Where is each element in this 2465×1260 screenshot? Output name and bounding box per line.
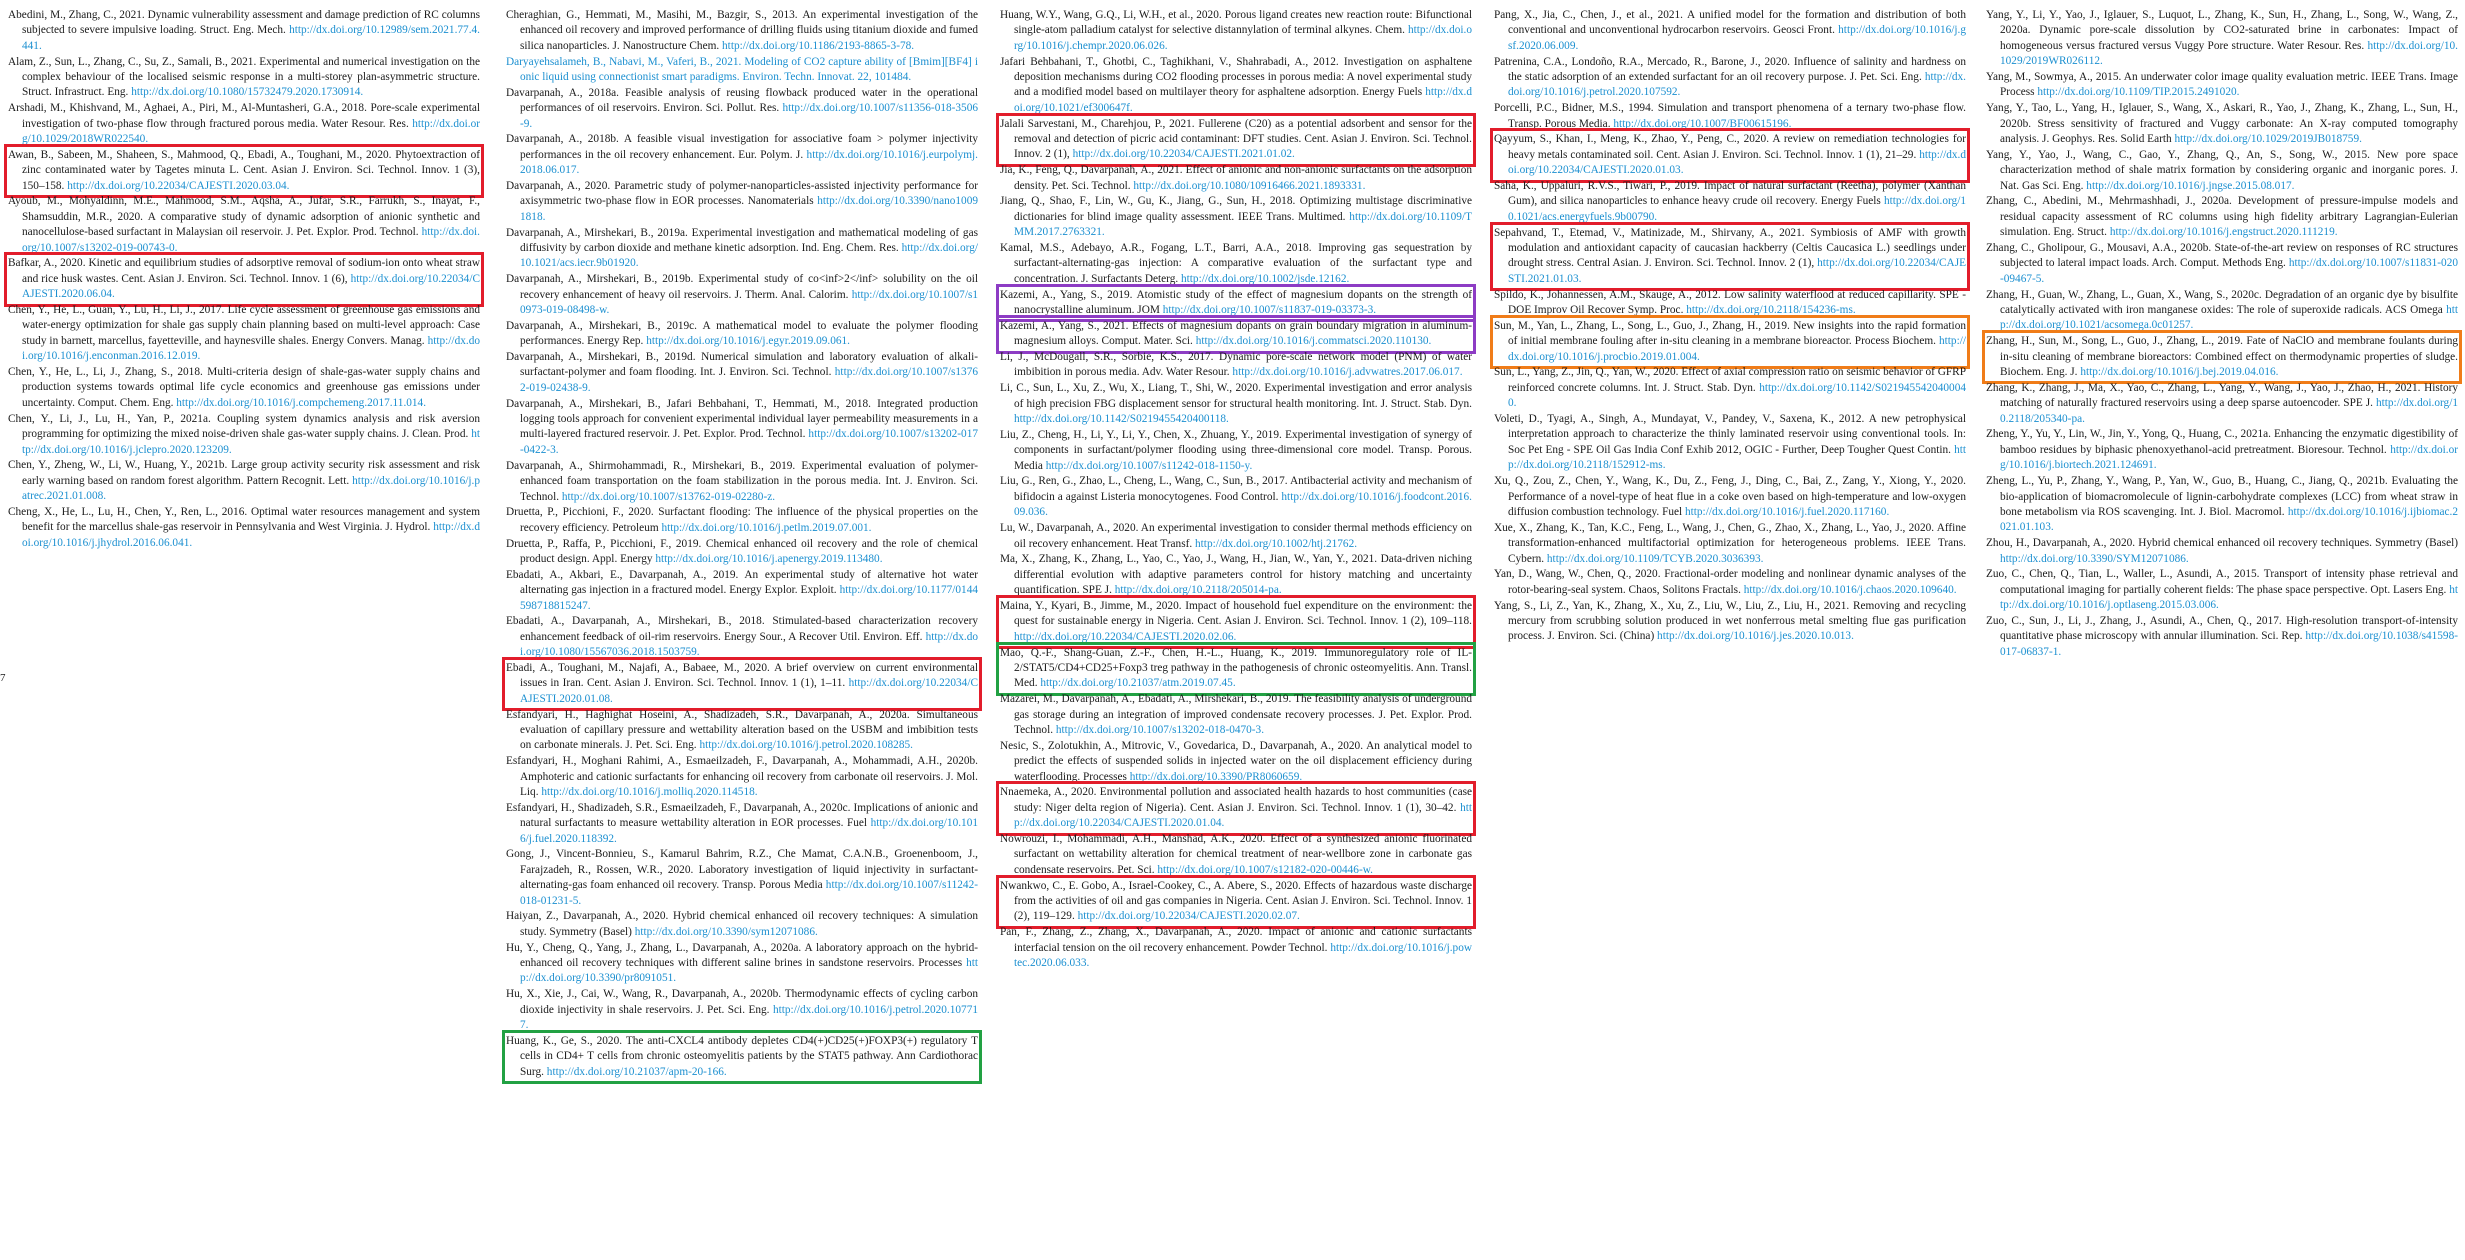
reference-entry [1000, 163, 1472, 194]
reference-text: Zhang, K., Zhang, J., Ma, X., Yao, C., Zhang, L., Yang, Y., Wang, J., Yao, J., Zhao, H., 2021. History matching of naturally fractured reservoirs using a deep sparse autoencoder. SPE J. [1986, 381, 2458, 410]
reference-text: Jiang, Q., Shao, F., Lin, W., Gu, K., Jiang, G., Sun, H., 2018. Optimizing multistage discriminative dictionaries for blind image quality assessment. IEEE Trans. Multimed. [1000, 195, 1472, 223]
reference-entry [1000, 552, 1472, 598]
doi-link[interactable]: http://dx.doi.org/10.1016/j.foodcont.2016.09.036. [1014, 490, 1472, 519]
reference-entry [506, 8, 978, 54]
highlighted-reference-entry [1000, 785, 1472, 831]
reference-text: Maina, Y., Kyari, B., Jimme, M., 2020. Impact of household fuel expenditure on the environment: the quest for sustainable energy in Nigeria. Cent. Asian J. Environ. Sci. Technol. Innov. 1 (2), 109–118. [1000, 599, 1472, 628]
doi-link[interactable]: http://dx.doi.org/10.1142/S0219455420400118. [1014, 413, 1229, 426]
doi-link[interactable]: http://dx.doi.org/10.1007/s13762-019-02280-z. [561, 490, 776, 503]
reference-text: Davarpanah, A., Mirshekari, B., 2019a. Experimental investigation and mathematical modeling of gas diffusivity by carbon dioxide and methane kinetic adsorption. Ind. Eng. Chem. Res. [506, 226, 978, 255]
reference-text: Esfandyari, H., Shadizadeh, S.R., Esmaeilzadeh, F., Davarpanah, A., 2020c. Implications of anionic and natural surfactants to measure wettability alteration in EOR processes. Fuel [506, 801, 978, 830]
reference-text: Xu, Q., Zou, Z., Chen, Y., Wang, K., Du, Z., Feng, J., Ding, C., Bai, Z., Zang, Y., Xiong, Y., 2020. Performance of a novel-type of heat flue in a coke oven based on high-temperature and low-oxygen diffusion combustion technology. Fuel [1494, 475, 1966, 518]
doi-link[interactable]: http://dx.doi.org/10.22034/CAJESTI.2020.03.04. [67, 179, 290, 192]
reference-entry [506, 319, 978, 350]
reference-entry [506, 847, 978, 909]
reference-entry [8, 412, 480, 458]
reference-entry [506, 226, 978, 272]
reference-entry [1986, 70, 2458, 101]
doi-link[interactable]: http://dx.doi.org/10.1016/j.petlm.2019.07.001. [661, 521, 872, 534]
highlighted-reference-entry [506, 1034, 978, 1080]
doi-link[interactable]: http://dx.doi.org/10.22034/CAJESTI.2020.01.08. [520, 677, 978, 705]
doi-link[interactable]: http://dx.doi.org/10.1016/j.powtec.2020.06.033. [1014, 941, 1472, 969]
highlighted-reference-entry [1000, 288, 1472, 319]
doi-link[interactable]: http://dx.doi.org/10.1016/j.fuel.2020.118392. [520, 817, 978, 845]
doi-link[interactable]: Daryayehsalameh, B., Nabavi, M., Vaferi, B., 2021. Modeling of CO2 capture ability of [Bmim][BF4] ionic liquid using connectionist smart paradigms. Environ. Techn. Innovat. 22, 101484. [506, 55, 978, 84]
reference-entry [1986, 474, 2458, 536]
reference-entry [1000, 832, 1472, 878]
doi-link[interactable]: http://dx.doi.org/10.1007/s11242-018-1150-y. [1045, 459, 1253, 472]
doi-link[interactable]: http://dx.doi.org/10.22034/CAJESTI.2020.02.06. [1014, 630, 1237, 643]
doi-link[interactable]: http://dx.doi.org/10.1038/s41598-017-06837-1. [2000, 630, 2458, 658]
reference-text: Li, C., Sun, L., Xu, Z., Wu, X., Liang, T., Shi, W., 2020. Experimental investigation and error analysis of high precision FBG displacement sensor for structural health monitoring. Int. J. Struct. Stab. Dyn. [1000, 382, 1472, 410]
doi-link[interactable]: http://dx.doi.org/10.1016/j.eurpolymj.2018.06.017. [520, 148, 978, 177]
doi-link[interactable]: http://dx.doi.org/10.3390/PR8060659. [1129, 770, 1303, 783]
reference-text: Zhang, C., Abedini, M., Mehrmashhadi, J., 2020a. Development of pressure-impulse models and residual capacity assessment of RC columns using high fidelity arbitrary Lagrangian-Eulerian simulation. Eng. Struct. [1986, 195, 2458, 239]
reference-text: Porcelli, P.C., Bidner, M.S., 1994. Simulation and transport phenomena of a ternary two-phase flow. Transp. Porous Media. [1494, 102, 1966, 130]
reference-text: Sun, M., Yan, L., Zhang, L., Song, L., Guo, J., Zhang, H., 2019. New insights into the rapid formation of initial membrane fouling after in-situ cleaning in a membrane bioreactor. Process Biochem. [1494, 319, 1966, 348]
reference-entry [1000, 194, 1472, 240]
reference-text: Nowrouzi, I., Mohammadi, A.H., Manshad, A.K., 2020. Effect of a synthesized anionic fluorinated surfactant on wettability alteration for chemical treatment of near-wellbore zone in carbonate gas condensate reservoirs. Pet. Sci. [1000, 832, 1472, 876]
doi-link[interactable]: http://dx.doi.org/10.1021/acs.energyfuels.9b00790. [1508, 195, 1966, 223]
reference-text: Jia, K., Feng, Q., Davarpanah, A., 2021. Effect of anionic and non-anionic surfactants on the adsorption density. Pet. Sci. Technol. [1000, 164, 1472, 192]
doi-link[interactable]: http://dx.doi.org/10.1109/TMM.2017.2763321. [1014, 210, 1472, 239]
reference-text: Awan, B., Sabeen, M., Shaheen, S., Mahmood, Q., Ebadi, A., Toughani, M., 2020. Phytoextraction of zinc contaminated water by Tagetes minuta L. Cent. Asian J. Environ. Sci. Technol. Innov. 1 (3), 150–158. [8, 148, 480, 192]
reference-text: Liu, Z., Cheng, H., Li, Y., Li, Y., Chen, X., Zhuang, Y., 2019. Experimental investigation of synergy of components in surfactant/polymer flooding using three-dimensional core model. Transp. Porous. Media [1000, 428, 1472, 472]
doi-link[interactable]: http://dx.doi.org/10.1016/j.biortech.2021.124691. [2000, 443, 2458, 472]
reference-text: Mazarei, M., Davarpanah, A., Ebadati, A., Mirshekari, B., 2019. The feasibility analysis of underground gas storage during an integration of improved condensate recovery processes. J. Pet. Explor. Prod. Technol. [1000, 693, 1472, 736]
reference-text: Alam, Z., Sun, L., Zhang, C., Su, Z., Samali, B., 2021. Experimental and numerical investigation on the complex behaviour of the localised seismic response in a multi-storey plan-asymmetric structure. Struct. Infrastruct. Eng. [8, 55, 480, 99]
reference-entry [1494, 365, 1966, 411]
reference-entry [1000, 739, 1472, 785]
reference-text: Saha, K., Uppaluri, R.V.S., Tiwari, P., 2019. Impact of natural surfactant (Reetha), polymer (Xanthan Gum), and silica nanoparticles to enhance heavy crude oil recovery. Energy Fuels [1494, 180, 1966, 208]
reference-text: Xue, X., Zhang, K., Tan, K.C., Feng, L., Wang, J., Chen, G., Zhao, X., Zhang, L., Yao, J., 2020. Affine transformation-enhanced multifactorial optimization for heterogeneous problems. IEEE Trans. Cybern. [1494, 521, 1966, 565]
reference-text: Yang, M., Sowmya, A., 2015. An underwater color image quality evaluation metric. IEEE Trans. Image Process [1986, 71, 2458, 99]
reference-text: Davarpanah, A., Mirshekari, B., 2019b. Experimental study of co<inf>2</inf> solubility on the oil recovery enhancement of heavy oil reservoirs. J. Therm. Anal. Calorim. [506, 273, 978, 301]
reference-text: Hu, X., Xie, J., Cai, W., Wang, R., Davarpanah, A., 2020b. Thermodynamic effects of cycling carbon dioxide injectivity in shale reservoirs. J. Pet. Sci. Eng. [506, 988, 978, 1016]
doi-link[interactable]: http://dx.doi.org/10.1016/j.patrec.2021.01.008. [22, 474, 480, 503]
reference-column-1 [8, 8, 480, 552]
highlighted-reference-entry [1494, 319, 1966, 365]
doi-link[interactable]: http://dx.doi.org/10.1007/BF00615196. [1613, 117, 1792, 130]
reference-text: Yang, Y., Yao, J., Wang, C., Gao, Y., Zhang, Q., An, S., Song, W., 2015. New pore space characterization method of shale matrix formation by considering organic and inorganic pores. J. Nat. Gas Sci. Eng. [1986, 148, 2458, 192]
reference-entry [1494, 567, 1966, 598]
reference-entry [8, 505, 480, 551]
reference-entry [506, 614, 978, 660]
reference-entry [8, 365, 480, 411]
doi-link[interactable]: http://dx.doi.org/10.1016/j.bej.2019.04.016. [2080, 366, 2279, 379]
reference-entry [1986, 241, 2458, 287]
reference-text: Davarpanah, A., Mirshekari, B., 2019c. A mathematical model to evaluate the polymer flooding performances. Energy Rep. [506, 319, 978, 348]
reference-entry [1494, 8, 1966, 54]
reference-entry [506, 350, 978, 396]
reference-text: Jafari Behbahani, T., Ghotbi, C., Taghikhani, V., Shahrabadi, A., 2012. Investigation on asphaltene deposition mechanisms during CO2 flooding processes in porous media: A novel experimental study and a modified model based on multilayer theory for asphaltene adsorption. Energy Fuels [1000, 55, 1472, 99]
reference-entry [1986, 567, 2458, 613]
reference-entry [1986, 536, 2458, 567]
highlighted-reference-entry [1000, 879, 1472, 925]
reference-text: Qayyum, S., Khan, I., Meng, K., Zhao, Y., Peng, C., 2020. A review on remediation technologies for heavy metals contaminated soil. Cent. Asian J. Environ. Sci. Technol. Innov. 1 (1), 21–29. [1494, 133, 1966, 161]
reference-text: Gong, J., Vincent-Bonnieu, S., Kamarul Bahrim, R.Z., Che Mamat, C.A.N.B., Groenenboom, J., Farajzadeh, R., Rossen, W.R., 2020. Laboratory investigation of liquid injectivity in surfactant-alternating-gas foam enhanced oil recovery. Transp. Porous Media [506, 848, 978, 892]
reference-text: Davarpanah, A., 2018b. A feasible visual investigation for associative foam > polymer injectivity performances in the oil recovery enhancement. Eur. Polym. J. [506, 133, 978, 161]
reference-entry [1000, 350, 1472, 381]
reference-text: Zheng, Y., Yu, Y., Lin, W., Jin, Y., Yong, Q., Huang, C., 2021a. Enhancing the enzymatic digestibility of bamboo residues by biphasic phenoxyethanol-acid pretreatment. Bioresour. Technol. [1986, 428, 2458, 456]
reference-entry [1494, 101, 1966, 132]
doi-link[interactable]: http://dx.doi.org/10.1007/s12182-020-00446-w. [1157, 863, 1373, 876]
doi-link[interactable]: http://dx.doi.org/10.21037/apm-20-166. [546, 1065, 727, 1078]
reference-entry [8, 458, 480, 504]
reference-text: Voleti, D., Tyagi, A., Singh, A., Mundayat, V., Pandey, V., Saxena, K., 2012. A new petrophysical interpretation approach to characterize the thinly laminated reservoir using conventional tools. In: Soc Pet Eng - SPE Oil Gas India Conf Exhib 2012, OGIC - Further, Deep Tougher Quest Contin. [1494, 413, 1966, 456]
reference-text: Jalali Sarvestani, M., Charehjou, P., 2021. Fullerene (C20) as a potential adsorbent and sensor for the removal and detection of picric acid contaminant: DFT studies. Cent. Asian J. Environ. Sci. Technol. Innov. 2 (1), [1000, 117, 1472, 161]
reference-entry [506, 754, 978, 800]
doi-link[interactable]: http://dx.doi.org/10.1016/j.enconman.2016.12.019. [22, 334, 480, 363]
reference-text: Zuo, C., Chen, Q., Tian, L., Waller, L., Asundi, A., 2015. Transport of intensity phase retrieval and computational imaging for partially coherent fields: The phase space perspective. Opt. Lasers Eng. [1986, 568, 2458, 596]
doi-link[interactable]: http://dx.doi.org/10.12989/sem.2021.77.4.441. [22, 24, 480, 52]
doi-link[interactable]: http://dx.doi.org/10.1007/s11242-018-01231-5. [520, 879, 978, 907]
reference-column-2 [506, 8, 978, 1080]
reference-text: Yang, Y., Tao, L., Yang, H., Iglauer, S., Wang, X., Askari, R., Yao, J., Zhang, K., Zhang, L., Sun, H., 2020b. Stress sensitivity of fractured and Vuggy carbonate: An X-ray computed tomography analysis. J. Geophys. Res. Solid Earth [1986, 102, 2458, 146]
highlighted-reference-entry [1000, 117, 1472, 163]
doi-link[interactable]: http://dx.doi.org/10.1021/ef300647f. [1014, 86, 1472, 114]
reference-text: Lu, W., Davarpanah, A., 2020. An experimental investigation to consider thermal methods efficiency on oil recovery enhancement. Heat Transf. [1000, 522, 1472, 550]
reference-text: Cheraghian, G., Hemmati, M., Masihi, M., Bazgir, S., 2013. An experimental investigation of the enhanced oil recovery and improved performance of drilling fluids using titanium dioxide and fumed silica nanoparticles. J. Nanostructure Chem. [506, 9, 978, 52]
doi-link[interactable]: http://dx.doi.org/10.1109/TIP.2015.2491020. [2037, 86, 2240, 99]
reference-text: Davarpanah, A., Mirshekari, B., 2019d. Numerical simulation and laboratory evaluation of alkali-surfactant-polymer and foam flooding. Int. J. Environ. Sci. Technol. [506, 351, 978, 379]
reference-text: Zhang, H., Sun, M., Song, L., Guo, J., Zhang, L., 2019. Fate of NaClO and membrane foulants during in-situ cleaning of membrane bioreactors: Combined effect on thermodynamic properties of sludge. Biochem. Eng. J. [1986, 335, 2458, 379]
doi-link[interactable]: http://dx.doi.org/10.1016/j.jclepro.2020.123209. [22, 428, 480, 456]
reference-entry [1986, 381, 2458, 427]
reference-text: Bafkar, A., 2020. Kinetic and equilibrium studies of adsorptive removal of sodium-ion onto wheat straw and rice husk wastes. Cent. Asian J. Environ. Sci. Technol. Innov. 1 (6), [8, 257, 480, 285]
reference-entry [1494, 412, 1966, 474]
reference-text: Druetta, P., Picchioni, F., 2020. Surfactant flooding: The influence of the physical properties on the recovery efficiency. Petroleum [506, 506, 978, 534]
doi-link[interactable]: http://dx.doi.org/10.1002/jsde.12162. [1181, 272, 1350, 285]
reference-text: Pan, F., Zhang, Z., Zhang, X., Davarpanah, A., 2020. Impact of anionic and cationic surfactants interfacial tension on the oil recovery enhancement. Powder Technol. [1000, 926, 1472, 954]
doi-link[interactable]: http://dx.doi.org/10.1016/j.petrol.2020.107717. [520, 1003, 978, 1031]
highlighted-reference-entry [1000, 599, 1472, 645]
reference-entry [1986, 101, 2458, 147]
reference-entry [8, 55, 480, 101]
doi-link[interactable]: http://dx.doi.org/10.1029/2019JB018759. [2174, 133, 2362, 146]
doi-link[interactable]: http://dx.doi.org/10.1080/15567036.2018.1503759. [520, 630, 978, 659]
doi-link[interactable]: http://dx.doi.org/10.1007/s13762-019-02438-9. [520, 366, 978, 394]
reference-text: Ayoub, M., Mohyaldinn, M.E., Mahmood, S.M., Aqsha, A., Jufar, S.R., Farrukh, S., Inayat, F., Shamsuddin, M.R., 2020. A comparative study of dynamic adsorption of anionic synthetic and nanocellulose-based surfactant in Malaysian oil reservoir. J. Pet. Explor. Prod. Technol. [8, 195, 480, 239]
doi-link[interactable]: http://dx.doi.org/10.2118/205014-pa. [1114, 584, 1282, 597]
reference-text: Yan, D., Wang, W., Chen, Q., 2020. Fractional-order modeling and nonlinear dynamic analyses of the rotor-bearing-seal system. Chaos, Solitons Fractals. [1494, 568, 1966, 596]
doi-link[interactable]: http://dx.doi.org/10.1007/s11837-019-03373-3. [1162, 304, 1377, 317]
reference-entry [1494, 179, 1966, 225]
reference-entry [1494, 55, 1966, 101]
doi-link[interactable]: http://dx.doi.org/10.1007/s13202-017-0422-3. [520, 428, 978, 456]
doi-link[interactable]: http://dx.doi.org/10.1007/s13202-018-0470-3. [1055, 723, 1265, 736]
reference-text: Hu, Y., Cheng, Q., Yang, J., Zhang, L., Davarpanah, A., 2020a. A laboratory approach on the hybrid-enhanced oil recovery techniques with different saline brines in sandstone reservoirs. Processes [506, 941, 978, 969]
reference-entry [1000, 521, 1472, 552]
highlighted-reference-entry [8, 148, 480, 194]
reference-text: Davarpanah, A., 2020. Parametric study of polymer-nanoparticles-assisted injectivity performance for axisymmetric two-phase flow in EOR processes. Nanomaterials [506, 180, 978, 208]
reference-text: Sepahvand, T., Etemad, V., Matinizade, M., Shirvany, A., 2021. Symbiosis of AMF with growth modulation and antioxidant capacity of caucasian hackberry (Celtis Caucasica L.) seedlings under drought stress. Central Asian. J. Environ. Sci. Technol. Innov. 2 (1), [1494, 226, 1966, 270]
reference-entry [1986, 148, 2458, 194]
reference-text: Davarpanah, A., Mirshekari, B., Jafari Behbahani, T., Hemmati, M., 2018. Integrated production logging tools approach for convenient experimental individual layer permeability measurements in a multi-layered fractured reservoir. J. Pet. Explor. Prod. Technol. [506, 397, 978, 441]
reference-text: Chen, Y., He, L., Li, J., Zhang, S., 2018. Multi-criteria design of shale-gas-water supply chains and production systems towards optimal life cycle economics and greenhouse gas emissions under uncertainty. Comput. Chem. Eng. [8, 366, 480, 409]
highlighted-reference-entry [1494, 226, 1966, 288]
doi-link[interactable]: http://dx.doi.org/10.1016/j.molliq.2020.114518. [541, 785, 758, 798]
page-number: 7 [0, 672, 6, 684]
doi-link[interactable]: http://dx.doi.org/10.2118/154236-ms. [1686, 304, 1856, 317]
reference-entry [1000, 474, 1472, 520]
highlighted-reference-entry [1494, 132, 1966, 178]
doi-link[interactable]: http://dx.doi.org/10.1016/j.engstruct.2020.111219. [2109, 226, 2338, 239]
doi-link[interactable]: http://dx.doi.org/10.1016/j.compchemeng.2017.11.014. [176, 396, 427, 409]
reference-entry [506, 86, 978, 132]
reference-column-5 [1986, 8, 2458, 661]
reference-entry [8, 8, 480, 54]
doi-link[interactable]: http://dx.doi.org/10.21037/atm.2019.07.45. [1040, 677, 1236, 690]
reference-entry [1986, 614, 2458, 660]
reference-text: Ebadati, A., Davarpanah, A., Mirshekari, B., 2018. Stimulated-based characterization recovery enhancement feedback of oil-rim reservoirs. Energy Sour., A Recover Util. Environ. Eff. [506, 615, 978, 643]
doi-link[interactable]: http://dx.doi.org/10.1016/j.chempr.2020.06.026. [1014, 24, 1472, 52]
doi-link[interactable]: http://dx.doi.org/10.1021/acs.iecr.9b01920. [520, 242, 978, 270]
reference-entry [1000, 55, 1472, 117]
doi-link[interactable]: http://dx.doi.org/10.22034/CAJESTI.2021.01.02. [1072, 148, 1295, 161]
doi-link[interactable]: http://dx.doi.org/10.3390/nano10091818. [520, 195, 978, 223]
doi-link[interactable]: http://dx.doi.org/10.1029/2019WR026112. [2000, 39, 2458, 68]
reference-text: Nesic, S., Zolotukhin, A., Mitrovic, V., Govedarica, D., Davarpanah, A., 2020. An analytical model to predict the effects of suspended solids in injected water on the oil displacement efficiency during waterflooding. Processes [1000, 739, 1472, 783]
reference-entry [506, 179, 978, 225]
reference-text: Patrenina, C.A., Londoño, R.A., Mercado, R., Barone, J., 2020. Influence of salinity and hardness on the static adsorption of an extended surfactant for an oil recovery purpose. J. Pet. Sci. Eng. [1494, 55, 1966, 84]
doi-link[interactable]: http://dx.doi.org/10.1021/acsomega.0c01257. [2000, 304, 2458, 332]
doi-link[interactable]: http://dx.doi.org/10.3390/sym12071086. [634, 925, 818, 938]
doi-link[interactable]: http://dx.doi.org/10.1007/s11356-018-3506-9. [520, 102, 978, 130]
reference-entry [1000, 925, 1472, 971]
doi-link[interactable]: http://dx.doi.org/10.22034/CAJESTI.2020.02.07. [1077, 910, 1300, 923]
reference-text: Kamal, M.S., Adebayo, A.R., Fogang, L.T., Barri, A.A., 2018. Improving gas sequestration by surfactant-alternating-gas injection: A comparative evaluation of the surfactant type and concentration. J. Surfactants Deterg. [1000, 242, 1472, 285]
reference-text: Chen, Y., Li, J., Lu, H., Yan, P., 2021a. Coupling system dynamics analysis and risk aversion programming for optimizing the mixed noise-driven shale gas-water supply chains. J. Clean. Prod. [8, 412, 480, 441]
reference-entry [506, 132, 978, 178]
doi-link[interactable]: http://dx.doi.org/10.1007/s13202-019-00743-0. [22, 226, 480, 254]
doi-link[interactable]: http://dx.doi.org/10.3390/pr8091051. [520, 956, 978, 985]
reference-text: Huang, W.Y., Wang, G.Q., Li, W.H., et al., 2020. Porous ligand creates new reaction route: Bifunctional single-atom palladium catalyst for selective distannylation of terminal alkynes. Chem. [1000, 9, 1472, 37]
reference-text: Zhou, H., Davarpanah, A., 2020. Hybrid chemical enhanced oil recovery techniques. Symmetry (Basel) [1986, 537, 2458, 550]
reference-text: Mao, Q.-F., Shang-Guan, Z.-F., Chen, H.-L., Huang, K., 2019. Immunoregulatory role of IL-2/STAT5/CD4+CD25+Foxp3 treg pathway in the pathogenesis of chronic osteomyelitis. Ann. Transl. Med. [1000, 646, 1472, 690]
reference-text: Nwankwo, C., E. Gobo, A., Israel-Cookey, C., A. Abere, S., 2020. Effects of hazardous waste discharge from the activities of oil and gas companies in Nigeria. Cent. Asian J. Environ. Sci. Technol. Innov. 1 (2), 119–129. [1000, 879, 1472, 923]
doi-link[interactable]: http://dx.doi.org/10.2118/205340-pa. [2000, 397, 2458, 425]
reference-column-3 [1000, 8, 1472, 972]
doi-link[interactable]: http://dx.doi.org/10.1016/j.procbio.2019.01.004. [1508, 335, 1966, 363]
doi-link[interactable]: http://dx.doi.org/10.1186/2193-8865-3-78. [722, 39, 915, 52]
reference-entry [506, 272, 978, 318]
reference-text: Ebadati, A., Akbari, E., Davarpanah, A., 2019. An experimental study of alternative hot water alternating gas injection in a fractured model. Energy Explor. Exploit. [506, 568, 978, 597]
reference-entry [506, 801, 978, 847]
reference-text: Esfandyari, H., Moghani Rahimi, A., Esmaeilzadeh, F., Davarpanah, A., Mohammadi, A.H., 2020b. Amphoteric and cationic surfactants for enhancing oil recovery from carbonate oil reservoirs. J. Mol. Liq. [506, 755, 978, 798]
reference-text: Yang, Y., Li, Y., Yao, J., Iglauer, S., Luquot, L., Zhang, K., Sun, H., Zhang, L., Song, W., Wang, Z., 2020a. Dynamic pore-scale dissolution by CO2-saturated brine in carbonates: Impact of homogeneous versus fractured versus Vuggy Pore structure. Water Resour. Res. [1986, 9, 2458, 52]
reference-entry [1000, 241, 1472, 287]
highlighted-reference-entry [8, 256, 480, 302]
doi-link[interactable]: http://dx.doi.org/10.1016/j.commatsci.2020.110130. [1195, 335, 1432, 348]
doi-link[interactable]: http://dx.doi.org/10.1016/j.petrol.2020.108285. [699, 739, 913, 752]
reference-entry [1494, 474, 1966, 520]
highlighted-reference-entry [506, 661, 978, 707]
reference-entry [506, 505, 978, 536]
doi-link[interactable]: http://dx.doi.org/10.22034/CAJESTI.2021.01.03. [1508, 257, 1966, 285]
reference-entry [506, 941, 978, 987]
reference-text: Kazemi, A., Yang, S., 2019. Atomistic study of the effect of magnesium dopants on the strength of nanocrystalline aluminum. JOM [1000, 288, 1472, 317]
doi-link[interactable]: http://dx.doi.org/10.1016/j.optlaseng.2015.03.006. [2000, 583, 2458, 612]
reference-entry [8, 101, 480, 147]
reference-text: Sun, L., Yang, Z., Jin, Q., Yan, W., 2020. Effect of axial compression ratio on seismic behavior of GFRP reinforced concrete columns. Int. J. Struct. Stab. Dyn. [1494, 366, 1966, 394]
doi-link[interactable]: http://dx.doi.org/10.22034/CAJESTI.2020.01.03. [1508, 148, 1966, 177]
doi-link[interactable]: http://dx.doi.org/10.1016/j.apenergy.2019.113480. [655, 552, 883, 565]
reference-entry [506, 708, 978, 754]
reference-entry [1986, 194, 2458, 240]
reference-text: Nnaemeka, A., 2020. Environmental pollution and associated health hazards to host communities (case study: Niger delta region of Nigeria). Cent. Asian J. Environ. Sci. Technol. Innov. 1 (1), 30–42. [1000, 786, 1472, 814]
highlighted-reference-entry [1000, 646, 1472, 692]
doi-link[interactable]: http://dx.doi.org/10.1016/j.gsf.2020.06.009. [1508, 24, 1966, 52]
reference-text: Ebadi, A., Toughani, M., Najafi, A., Babaee, M., 2020. A brief overview on current environmental issues in Iran. Cent. Asian J. Environ. Sci. Technol. Innov. 1 (1), 1–11. [506, 661, 978, 690]
doi-link[interactable]: http://dx.doi.org/10.1016/j.fuel.2020.117160. [1684, 505, 1890, 518]
reference-text: Zhang, C., Gholipour, G., Mousavi, A.A., 2020b. State-of-the-art review on responses of RC structures subjected to lateral impact loads. Arch. Comput. Methods Eng. [1986, 242, 2458, 270]
reference-entry [1494, 521, 1966, 567]
doi-link[interactable]: http://dx.doi.org/10.1016/j.egyr.2019.09.061. [646, 335, 850, 348]
reference-text: Liu, G., Ren, G., Zhao, L., Cheng, L., Wang, C., Sun, B., 2017. Antibacterial activity and mechanism of bifidocin a against Listeria monocytogenes. Food Control. [1000, 475, 1472, 503]
reference-entry [1494, 288, 1966, 319]
doi-link[interactable]: http://dx.doi.org/10.1109/TCYB.2020.3036393. [1546, 552, 1764, 565]
reference-text: Zheng, L., Yu, P., Zhang, Y., Wang, P., Yan, W., Guo, B., Huang, C., Jiang, Q., 2021b. Evaluating the bio-application of biomacromolecule of lignin-carbohydrate complexes (LCC) from wheat straw in bone metabolism via ROS scavenging. Int. J. Biol. Macromol. [1986, 475, 2458, 518]
doi-link[interactable]: http://dx.doi.org/10.1002/htj.21762. [1195, 537, 1358, 550]
reference-text: Chen, Y., He, L., Guan, Y., Lu, H., Li, J., 2017. Life cycle assessment of greenhouse gas emissions and water-energy optimization for shale gas supply chain planning based on multi-level approach: Case study in barnett, marcellus, fayetteville, and haynesville shales. Energy Convers. Manag. [8, 304, 480, 347]
reference-text: Davarpanah, A., 2018a. Feasible analysis of reusing flowback produced water in the operational performances of oil reservoirs. Environ. Sci. Pollut. Res. [506, 86, 978, 115]
highlighted-reference-entry [1000, 319, 1472, 350]
reference-text: Li, J., McDougall, S.R., Sorbie, K.S., 2017. Dynamic pore-scale network model (PNM) of water imbibition in porous media. Adv. Water Resour. [1000, 351, 1472, 379]
doi-link[interactable]: http://dx.doi.org/10.22034/CAJESTI.2020.06.04. [22, 272, 480, 301]
reference-entry [1000, 381, 1472, 427]
reference-entry [8, 303, 480, 365]
reference-entry [1986, 288, 2458, 334]
doi-link[interactable]: http://dx.doi.org/10.1016/j.chaos.2020.109640. [1743, 583, 1957, 596]
reference-entry [1986, 427, 2458, 473]
doi-link[interactable]: http://dx.doi.org/10.3390/SYM12071086. [2000, 552, 2189, 565]
doi-link[interactable]: http://dx.doi.org/10.22034/CAJESTI.2020.01.04. [1014, 801, 1472, 830]
reference-entry [506, 568, 978, 614]
doi-link[interactable]: http://dx.doi.org/10.1016/j.petrol.2020.107592. [1508, 71, 1966, 99]
reference-entry [1000, 692, 1472, 738]
doi-link[interactable]: http://dx.doi.org/10.1016/j.advwatres.2017.06.017. [1232, 366, 1463, 379]
reference-text: Huang, K., Ge, S., 2020. The anti-CXCL4 antibody depletes CD4(+)CD25(+)FOXP3(+) regulatory T cells in CD4+ T cells from chronic osteomyelitis patients by the STAT5 pathway. Ann Cardiothorac Surg. [506, 1034, 978, 1078]
reference-text: Ma, X., Zhang, K., Zhang, L., Yao, C., Yao, J., Wang, H., Jian, W., Yan, Y., 2021. Data-driven niching differential evolution with adaptive parameters control for history matching and uncertainty quantification. SPE J. [1000, 553, 1472, 597]
doi-link[interactable]: http://dx.doi.org/10.1177/0144598718815247. [520, 584, 978, 612]
highlighted-reference-entry [1986, 334, 2458, 380]
reference-text: Pang, X., Jia, C., Chen, J., et al., 2021. A unified model for the formation and distribution of both conventional and unconventional hydrocarbon reservoirs. Geosci Front. [1494, 9, 1966, 37]
doi-link[interactable]: http://dx.doi.org/10.2118/152912-ms. [1508, 443, 1966, 472]
reference-entry [1000, 428, 1472, 474]
reference-entry [506, 537, 978, 568]
reference-text: Abedini, M., Zhang, C., 2021. Dynamic vulnerability assessment and damage prediction of RC columns subjected to severe impulsive loading. Struct. Eng. Mech. [8, 9, 480, 37]
reference-text: Kazemi, A., Yang, S., 2021. Effects of magnesium dopants on grain boundary migration in aluminum-magnesium alloys. Comput. Mater. Sci. [1000, 319, 1472, 348]
doi-link[interactable]: http://dx.doi.org/10.1080/10916466.2021.1893331. [1133, 179, 1366, 192]
reference-entry [1986, 8, 2458, 70]
doi-link[interactable]: http://dx.doi.org/10.1016/j.ijbiomac.2021.01.103. [2000, 505, 2458, 534]
reference-entry [506, 459, 978, 505]
reference-text: Arshadi, M., Khishvand, M., Aghaei, A., Piri, M., Al-Muntasheri, G.A., 2018. Pore-scale experimental investigation of two-phase flow through fractured porous media. Water Resour. Res. [8, 102, 480, 130]
reference-text: Yang, S., Li, Z., Yan, K., Zhang, X., Xu, Z., Liu, W., Liu, Z., Liu, H., 2021. Removing and recycling mercury from scrubbing solution produced in wet nonferrous metal smelting flue gas purification process. J. Environ. Sci. (China) [1494, 599, 1966, 643]
reference-text: Cheng, X., He, L., Lu, H., Chen, Y., Ren, L., 2016. Optimal water resources management and system benefit for the marcellus shale-gas reservoir in Pennsylvania and West Virginia. J. Hydrol. [8, 505, 480, 534]
reference-entry [506, 909, 978, 940]
reference-column-4 [1494, 8, 1966, 645]
doi-link[interactable]: http://dx.doi.org/10.1080/15732479.2020.1730914. [131, 86, 364, 99]
reference-entry [506, 987, 978, 1033]
doi-link[interactable]: http://dx.doi.org/10.1007/s10973-019-08498-w. [520, 288, 978, 317]
reference-text: Esfandyari, H., Haghighat Hoseini, A., Shadizadeh, S.R., Davarpanah, A., 2020a. Simultaneous evaluation of capillary pressure and wettability alteration based on the USBM and imbibition tests on carbonate minerals. J. Pet. Sci. Eng. [506, 708, 978, 752]
doi-link[interactable]: http://dx.doi.org/10.1007/s11831-020-09467-5. [2000, 257, 2458, 285]
reference-entry [8, 194, 480, 256]
doi-link[interactable]: http://dx.doi.org/10.1016/j.jes.2020.10.013. [1657, 630, 1854, 643]
reference-text: Druetta, P., Raffa, P., Picchioni, F., 2019. Chemical enhanced oil recovery and the role of chemical product design. Appl. Energy [506, 537, 978, 565]
reference-entry [1000, 8, 1472, 54]
reference-text: Davarpanah, A., Shirmohammadi, R., Mirshekari, B., 2019. Experimental evaluation of polymer-enhanced foam transportation on the foam stabilization in the porous media. Int. J. Environ. Sci. Technol. [506, 459, 978, 503]
reference-entry [506, 55, 978, 86]
doi-link[interactable]: http://dx.doi.org/10.1016/j.jhydrol.2016.06.041. [22, 521, 480, 549]
doi-link[interactable]: http://dx.doi.org/10.1016/j.jngse.2015.08.017. [2086, 179, 2295, 192]
reference-text: Chen, Y., Zheng, W., Li, W., Huang, Y., 2021b. Large group activity security risk assessment and risk early warning based on random forest algorithm. Pattern Recognit. Lett. [8, 459, 480, 487]
reference-entry [506, 397, 978, 459]
reference-text: Zhang, H., Guan, W., Zhang, L., Guan, X., Wang, S., 2020c. Degradation of an organic dye by bisulfite catalytically activated with iron manganese oxides: The role of superoxide radicals. ACS Omega [1986, 288, 2458, 317]
doi-link[interactable]: http://dx.doi.org/10.1142/S0219455420400040. [1508, 381, 1966, 410]
reference-text: Zuo, C., Sun, J., Li, J., Zhang, J., Asundi, A., Chen, Q., 2017. High-resolution transport-of-intensity quantitative phase microscopy with annular illumination. Sci. Rep. [1986, 614, 2458, 643]
reference-entry [1494, 599, 1966, 645]
reference-text: Spildo, K., Johannessen, A.M., Skauge, A., 2012. Low salinity waterflood at reduced capillarity. SPE - DOE Improv Oil Recover Symp. Proc. [1494, 288, 1966, 317]
doi-link[interactable]: http://dx.doi.org/10.1029/2018WR022540. [22, 117, 480, 146]
reference-text: Haiyan, Z., Davarpanah, A., 2020. Hybrid chemical enhanced oil recovery techniques: A simulation study. Symmetry (Basel) [506, 910, 978, 938]
